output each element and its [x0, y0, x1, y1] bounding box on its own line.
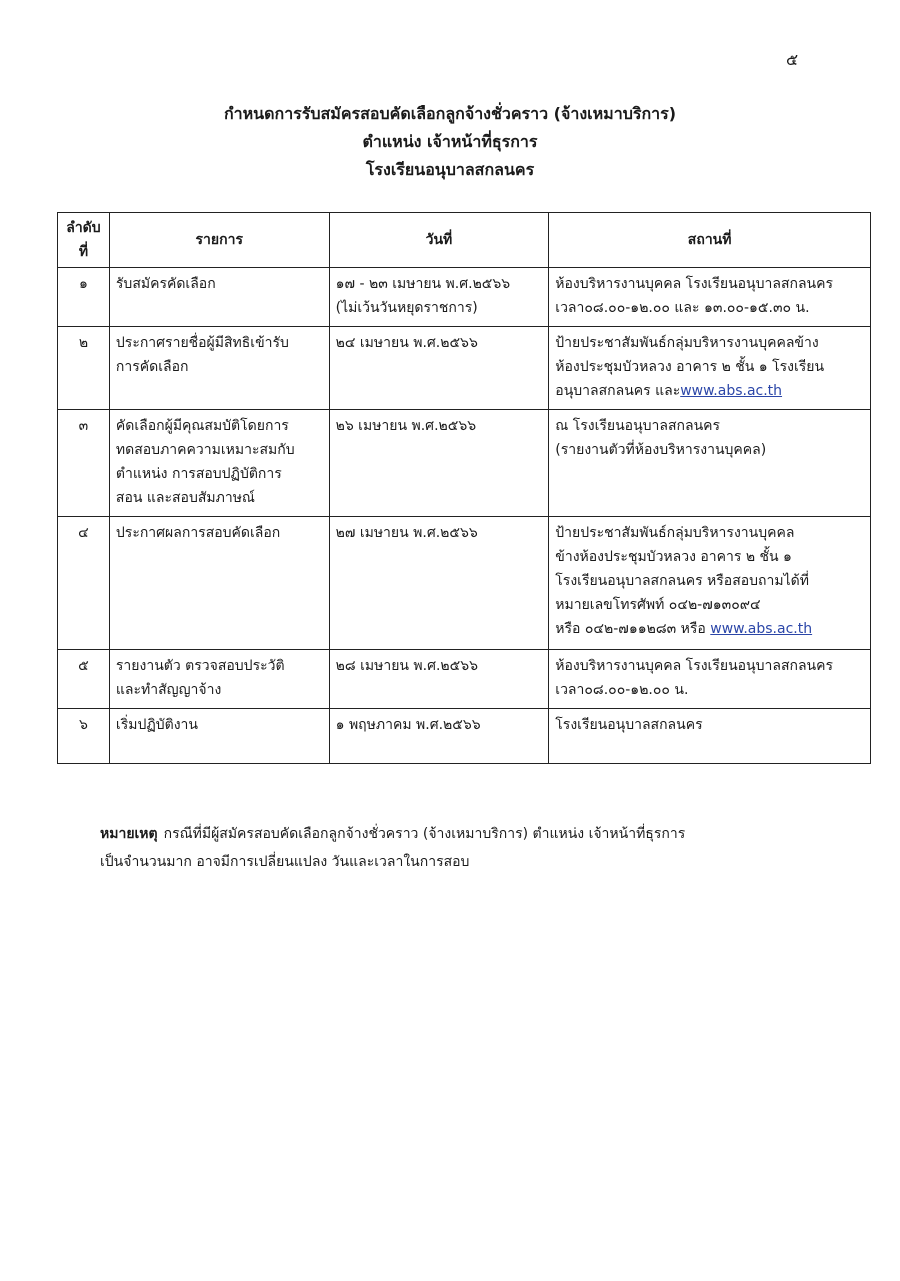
- row-date: [329, 709, 549, 764]
- website-link[interactable]: www.abs.ac.th: [710, 621, 813, 637]
- item-text: เริ่มปฏิบัติงาน: [115, 717, 198, 733]
- place-text: ห้องบริหารงานบุคคล โรงเรียนอนุบาลสกลนคร: [555, 658, 833, 674]
- footnote-line-2: เป็นจำนวนมาก อาจมีการเปลี่ยนแปลง วันและเวลาในการสอบ: [100, 854, 470, 870]
- website-link[interactable]: www.abs.ac.th: [680, 383, 783, 399]
- row-date: [329, 327, 549, 410]
- row-item: [109, 410, 329, 517]
- row-item: [109, 517, 329, 650]
- place-text: ข้างห้องประชุมบัวหลวง อาคาร ๒ ชั้น ๑: [555, 549, 792, 565]
- date-text: ๒๘ เมษายน พ.ศ.๒๕๖๖: [335, 658, 479, 674]
- item-text: ตำแหน่ง การสอบปฏิบัติการ: [115, 466, 282, 482]
- date-text: ๒๖ เมษายน พ.ศ.๒๕๖๖: [335, 418, 477, 434]
- place-text: ป้ายประชาสัมพันธ์กลุ่มบริหารงานบุคคล: [555, 525, 795, 541]
- title-line-3: โรงเรียนอนุบาลสกลนคร: [365, 160, 535, 179]
- row-item: [109, 327, 329, 410]
- item-text: ทดสอบภาคความเหมาะสมกับ: [115, 442, 295, 458]
- row-date: [329, 268, 549, 327]
- table-row: [58, 268, 871, 327]
- place-text: โรงเรียนอนุบาลสกลนคร: [555, 717, 703, 733]
- place-text: หรือ ๐๔๒-๗๑๑๒๘๓ หรือ: [555, 621, 706, 637]
- row-place: [549, 650, 871, 709]
- date-text: ๑ พฤษภาคม พ.ศ.๒๕๖๖: [335, 717, 481, 733]
- date-text: (ไม่เว้นวันหยุดราชการ): [335, 300, 478, 316]
- header-no-line-1: ลำดับ: [66, 220, 101, 236]
- place-text-with-link: [555, 617, 864, 641]
- row-number: ๓: [58, 410, 110, 517]
- header-place: สถานที่: [549, 213, 871, 268]
- row-place: [549, 327, 871, 410]
- header-date: วันที่: [329, 213, 549, 268]
- table-row: [58, 650, 871, 709]
- row-item: [109, 650, 329, 709]
- row-number: ๒: [58, 327, 110, 410]
- place-text: ป้ายประชาสัมพันธ์กลุ่มบริหารงานบุคคลข้าง: [555, 335, 819, 351]
- place-text-with-link: [555, 379, 864, 403]
- place-text: (รายงานตัวที่ห้องบริหารงานบุคคล): [555, 442, 767, 458]
- place-text: ห้องประชุมบัวหลวง อาคาร ๒ ชั้น ๑ โรงเรียน: [555, 359, 825, 375]
- item-text: รับสมัครคัดเลือก: [115, 276, 216, 292]
- place-text: เวลา๐๘.๐๐-๑๒.๐๐ และ ๑๓.๐๐-๑๕.๓๐ น.: [555, 300, 810, 316]
- row-number: ๑: [58, 268, 110, 327]
- date-text: ๑๗ - ๒๓ เมษายน พ.ศ.๒๕๖๖: [335, 276, 511, 292]
- table-row: [58, 709, 871, 764]
- title-line-2: ตำแหน่ง เจ้าหน้าที่ธุรการ: [362, 132, 538, 151]
- footnote-text: กรณีที่มีผู้สมัครสอบคัดเลือกลูกจ้างชั่วคราว (จ้างเหมาบริการ) ตำแหน่ง เจ้าหน้าที่ธุรการ: [163, 826, 686, 842]
- table-row: [58, 517, 871, 650]
- row-item: [109, 268, 329, 327]
- row-number: ๕: [58, 650, 110, 709]
- item-text: ประกาศผลการสอบคัดเลือก: [115, 525, 281, 541]
- document-title: [0, 100, 900, 184]
- row-item: [109, 709, 329, 764]
- page-number: ๕: [786, 50, 799, 69]
- item-text: และทำสัญญาจ้าง: [115, 682, 222, 698]
- item-text: ประกาศรายชื่อผู้มีสิทธิเข้ารับ: [115, 335, 289, 351]
- header-no-line-2: ที่: [78, 244, 89, 260]
- row-place: [549, 517, 871, 650]
- row-place: [549, 410, 871, 517]
- header-no: [58, 213, 110, 268]
- footnote: [100, 820, 860, 876]
- schedule-table: [57, 212, 871, 764]
- row-date: [329, 410, 549, 517]
- item-text: สอน และสอบสัมภาษณ์: [115, 490, 255, 506]
- row-date: [329, 517, 549, 650]
- table-row: [58, 410, 871, 517]
- item-text: รายงานตัว ตรวจสอบประวัติ: [115, 658, 285, 674]
- row-number: ๔: [58, 517, 110, 650]
- table-header-row: [58, 213, 871, 268]
- item-text: คัดเลือกผู้มีคุณสมบัติโดยการ: [115, 418, 289, 434]
- row-place: [549, 268, 871, 327]
- footnote-label: หมายเหตุ: [100, 826, 158, 842]
- date-text: ๒๔ เมษายน พ.ศ.๒๕๖๖: [335, 335, 478, 351]
- place-text: อนุบาลสกลนคร และ: [555, 383, 681, 399]
- place-text: โรงเรียนอนุบาลสกลนคร หรือสอบถามได้ที่: [555, 573, 809, 589]
- item-text: การคัดเลือก: [115, 359, 189, 375]
- date-text: ๒๗ เมษายน พ.ศ.๒๕๖๖: [335, 525, 478, 541]
- row-date: [329, 650, 549, 709]
- place-text: หมายเลขโทรศัพท์ ๐๔๒-๗๑๓๐๙๔: [555, 597, 761, 613]
- title-line-1: กำหนดการรับสมัครสอบคัดเลือกลูกจ้างชั่วคราว (จ้างเหมาบริการ): [223, 104, 677, 123]
- footnote-line-1: [100, 820, 860, 848]
- table-row: [58, 327, 871, 410]
- header-item: รายการ: [109, 213, 329, 268]
- row-number: ๖: [58, 709, 110, 764]
- place-text: ณ โรงเรียนอนุบาลสกลนคร: [555, 418, 721, 434]
- place-text: เวลา๐๘.๐๐-๑๒.๐๐ น.: [555, 682, 689, 698]
- row-place: [549, 709, 871, 764]
- place-text: ห้องบริหารงานบุคคล โรงเรียนอนุบาลสกลนคร: [555, 276, 833, 292]
